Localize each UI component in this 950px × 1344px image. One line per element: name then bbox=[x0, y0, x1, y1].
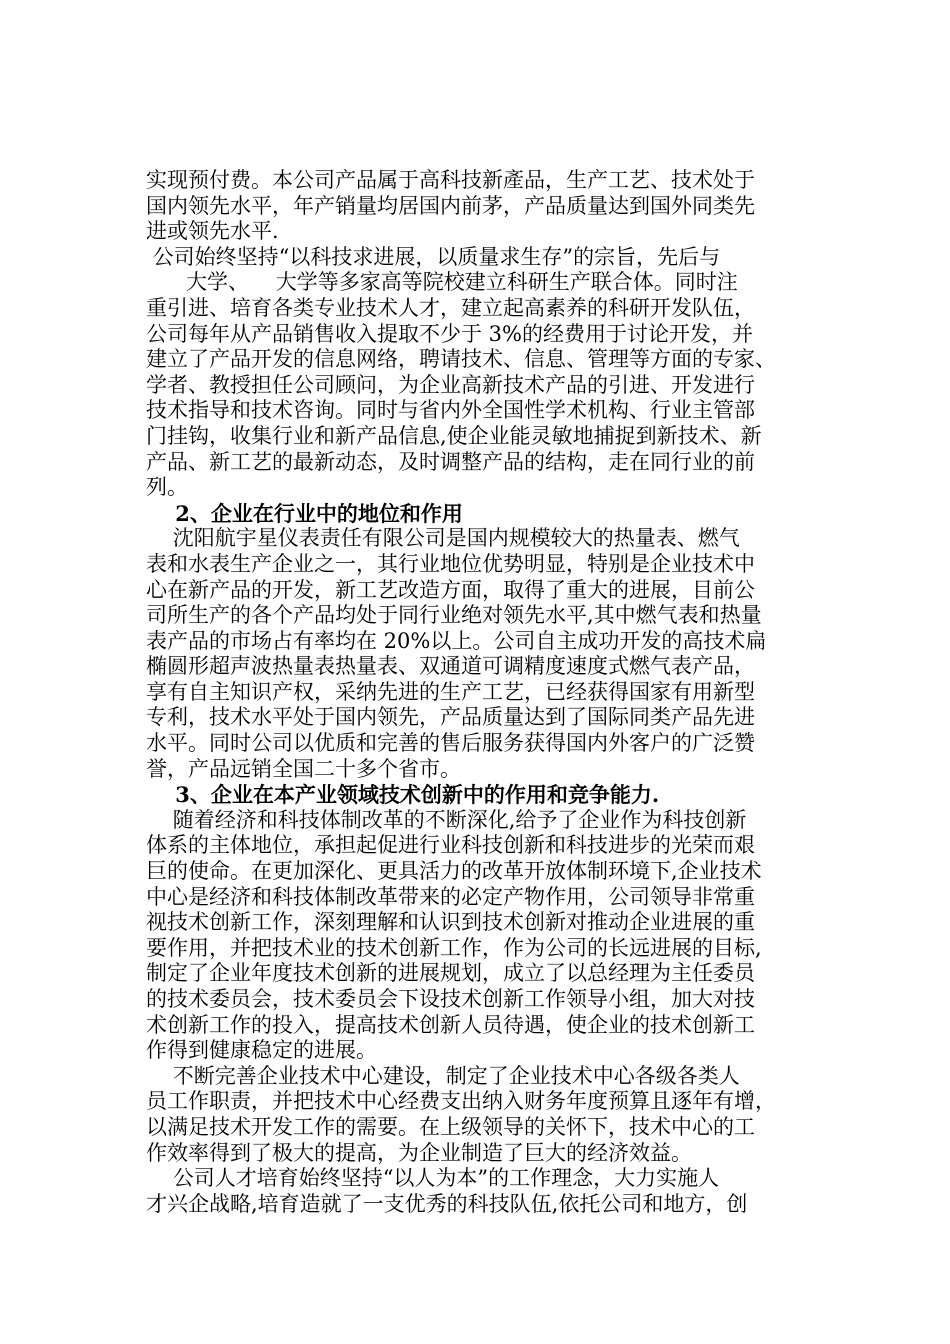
paragraph-line: 员工作职责，并把技术中心经费支出纳入财务年度预算且逐年有增， bbox=[146, 1089, 776, 1114]
paragraph-line: 中心是经济和科技体制改革带来的必定产物作用，公司领导非常重 bbox=[146, 884, 755, 909]
paragraph-line: 誉，产品远销全国二十多个省市。 bbox=[146, 756, 461, 781]
paragraph-line: 表和水表生产企业之一，其行业地位优势明显，特别是企业技术中 bbox=[146, 551, 755, 576]
document-body bbox=[146, 168, 818, 1217]
paragraph-line: 公司每年从产品销售收入提取不少于 3%的经费用于讨论开发，并 bbox=[146, 321, 753, 346]
section-heading: 2、企业在行业中的地位和作用 bbox=[146, 500, 463, 526]
paragraph-line: 作得到健康稳定的进展。 bbox=[146, 1038, 377, 1063]
paragraph-line: 沈阳航宇星仪表责任有限公司是国内规模较大的热量表、燃气 bbox=[146, 526, 740, 551]
paragraph-line: 国内领先水平，年产销量均居国内前茅，产品质量达到国外同类先 bbox=[146, 193, 755, 218]
paragraph-line: 体系的主体地位，承担起促进行业科技创新和科技进步的光荣而艰 bbox=[146, 833, 755, 858]
paragraph-line: 学者、教授担任公司顾问，为企业高新技术产品的引进、开发进行 bbox=[146, 372, 755, 397]
paragraph-line: 列。 bbox=[146, 475, 188, 500]
paragraph-line: 公司人才培育始终坚持“以人为本”的工作理念，大力实施人 bbox=[146, 1166, 720, 1191]
paragraph-line: 水平。同时公司以优质和完善的售后服务获得国内外客户的广泛赞 bbox=[146, 731, 755, 756]
paragraph-line: 门挂钩，收集行业和新产品信息,使企业能灵敏地捕捉到新技术、新 bbox=[146, 423, 762, 448]
paragraph-line: 享有自主知识产权，采纳先进的生产工艺，已经获得国家有用新型 bbox=[146, 679, 755, 704]
paragraph-line: 随着经济和科技体制改革的不断深化,给予了企业作为科技创新 bbox=[146, 807, 747, 832]
paragraph-line: 进或领先水平. bbox=[146, 219, 279, 244]
paragraph-line: 制定了企业年度技术创新的进展规划，成立了以总经理为主任委员 bbox=[146, 961, 755, 986]
paragraph-line: 产品、新工艺的最新动态，及时调整产品的结构，走在同行业的前 bbox=[146, 449, 755, 474]
paragraph-line: 才兴企战略,培育造就了一支优秀的科技队伍,依托公司和地方，创 bbox=[146, 1191, 748, 1216]
paragraph-line: 专利，技术水平处于国内领先，产品质量达到了国际同类产品先进 bbox=[146, 705, 755, 730]
paragraph-line: 椭圆形超声波热量表热量表、双通道可调精度速度式燃气表产品， bbox=[146, 654, 755, 679]
paragraph-line: 司所生产的各个产品均处于同行业绝对领先水平,其中燃气表和热量 bbox=[146, 603, 762, 628]
paragraph-line: 公司始终坚持“以科技求进展，以质量求生存”的宗旨，先后与 bbox=[146, 244, 721, 269]
paragraph-line: 作效率得到了极大的提高，为企业制造了巨大的经济效益。 bbox=[146, 1140, 692, 1165]
paragraph-line: 术创新工作的投入，提高技术创新人员待遇，使企业的技术创新工 bbox=[146, 1012, 755, 1037]
section-heading: 3、企业在本产业领域技术创新中的作用和竞争能力. bbox=[146, 782, 660, 808]
paragraph-line: 视技术创新工作，深刻理解和认识到技术创新对推动企业进展的重 bbox=[146, 910, 755, 935]
paragraph-line: 不断完善企业技术中心建设，制定了企业技术中心各级各类人 bbox=[146, 1063, 740, 1088]
paragraph-line: 技术指导和技术咨询。同时与省内外全国性学术机构、行业主管部 bbox=[146, 398, 755, 423]
paragraph-line: 要作用，并把技术业的技术创新工作，作为公司的长远进展的目标, bbox=[146, 935, 762, 960]
paragraph-line: 表产品的市场占有率均在 20%以上。公司自主成功开发的高技术扁 bbox=[146, 628, 767, 653]
paragraph-line: 以满足技术开发工作的需要。在上级领导的关怀下，技术中心的工 bbox=[146, 1114, 755, 1139]
paragraph-line: 重引进、培育各类专业技术人才，建立起高素养的科研开发队伍， bbox=[146, 295, 755, 320]
paragraph-line: 巨的使命。在更加深化、更具活力的改革开放体制环境下,企业技术 bbox=[146, 859, 762, 884]
paragraph-line: 的技术委员会，技术委员会下设技术创新工作领导小组，加大对技 bbox=[146, 987, 755, 1011]
paragraph-line: 大学、 大学等多家高等院校建立科研生产联合体。同时注 bbox=[146, 270, 738, 295]
paragraph-line: 实现预付费。本公司产品属于高科技新產品，生产工艺、技术处于 bbox=[146, 168, 755, 192]
paragraph-line: 建立了产品开发的信息网络，聘请技术、信息、管理等方面的专家、 bbox=[146, 347, 776, 372]
paragraph-line: 心在新产品的开发，新工艺改造方面，取得了重大的进展，目前公 bbox=[146, 577, 755, 602]
